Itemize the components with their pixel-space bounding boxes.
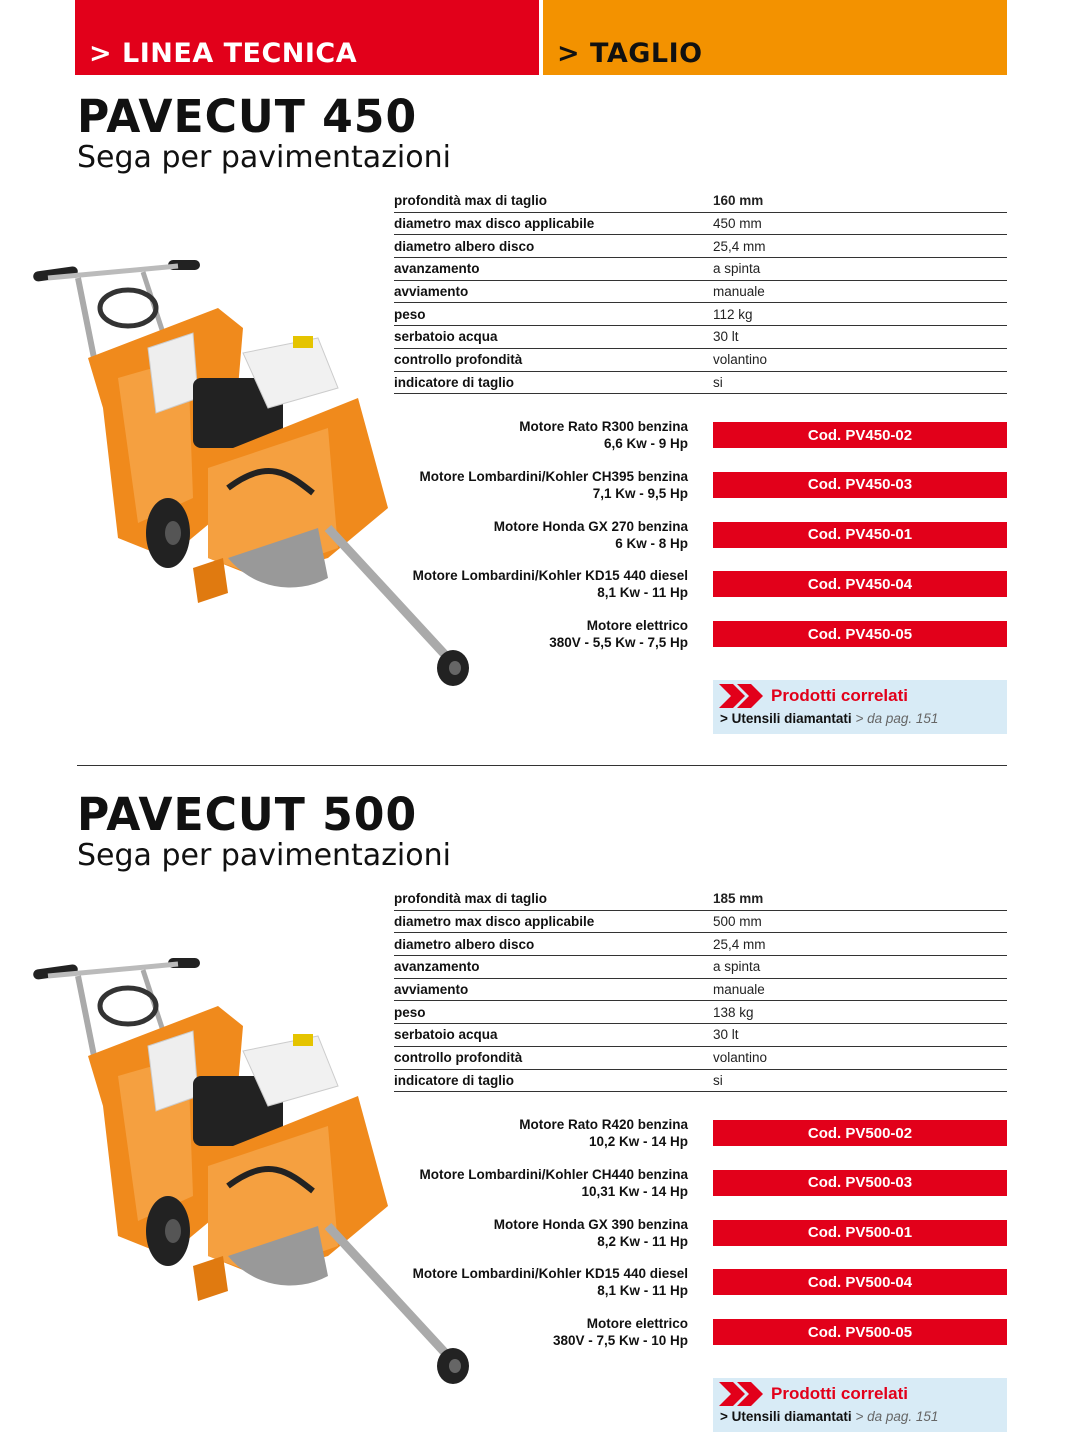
motor-option <box>394 1313 1007 1363</box>
spec-value: 185 mm <box>713 891 764 907</box>
spec-label: avviamento <box>394 982 469 998</box>
spec-label: avanzamento <box>394 261 480 277</box>
spec-row <box>394 979 1007 1002</box>
spec-row <box>394 933 1007 956</box>
motor-description: Motore Honda GX 390 benzina 8,2 Kw - 11 Hp <box>493 1216 688 1249</box>
motor-option <box>394 516 1007 566</box>
spec-value: 30 lt <box>713 329 739 345</box>
product-pavecut-500 <box>0 776 1084 1436</box>
related-products-box[interactable] <box>713 680 1007 734</box>
product-pavecut-450 <box>0 78 1084 768</box>
motor-code-badge: Cod. PV500-03 <box>713 1170 1007 1196</box>
motor-option <box>394 1263 1007 1313</box>
spec-label: peso <box>394 1004 426 1020</box>
spec-value: manuale <box>713 982 765 998</box>
spec-row <box>394 349 1007 372</box>
spec-row <box>394 1024 1007 1047</box>
motor-option <box>394 416 1007 466</box>
spec-row <box>394 281 1007 304</box>
spec-value: 25,4 mm <box>713 936 766 952</box>
motor-option <box>394 1214 1007 1264</box>
spec-label: controllo profondità <box>394 1050 523 1066</box>
motor-description: Motore elettrico 380V - 5,5 Kw - 7,5 Hp <box>549 618 688 651</box>
spec-label: diametro max disco applicabile <box>394 914 595 930</box>
motor-list <box>394 1114 1007 1363</box>
spec-label: controllo profondità <box>394 352 523 368</box>
product-title: PAVECUT 500 <box>77 788 418 841</box>
motor-description: Motore Honda GX 270 benzina 6 Kw - 8 Hp <box>493 518 688 551</box>
spec-value: 25,4 mm <box>713 238 766 254</box>
double-chevron-icon <box>717 682 767 710</box>
spec-value: volantino <box>713 1050 768 1066</box>
motor-code-badge: Cod. PV450-05 <box>713 621 1007 647</box>
motor-description: Motore elettrico 380V - 7,5 Kw - 10 Hp <box>552 1316 688 1349</box>
spec-label: diametro albero disco <box>394 936 535 952</box>
spec-value: si <box>713 1072 723 1088</box>
spec-table <box>394 888 1007 1092</box>
spec-table <box>394 190 1007 394</box>
spec-value: 160 mm <box>713 193 764 209</box>
spec-label: indicatore di taglio <box>394 1072 515 1088</box>
spec-value: a spinta <box>713 959 761 975</box>
motor-description: Motore Rato R420 benzina 10,2 Kw - 14 Hp <box>519 1117 688 1149</box>
motor-code-badge: Cod. PV450-01 <box>713 522 1007 548</box>
motor-code-badge: Cod. PV500-04 <box>713 1269 1007 1295</box>
motor-option <box>394 615 1007 665</box>
motor-option <box>394 466 1007 516</box>
header-linea-tecnica-label: > LINEA TECNICA <box>89 38 358 69</box>
motor-option <box>394 1164 1007 1214</box>
related-products-title: Prodotti correlati <box>771 686 908 705</box>
motor-description: Motore Lombardini/Kohler KD15 440 diesel 8,1 Kw - 11 Hp <box>412 1266 688 1299</box>
spec-label: indicatore di taglio <box>394 374 515 390</box>
spec-value: 450 mm <box>713 216 762 232</box>
header-linea-tecnica <box>75 0 539 75</box>
motor-code-badge: Cod. PV500-05 <box>713 1319 1007 1345</box>
motor-description: Motore Rato R300 benzina 6,6 Kw - 9 Hp <box>519 419 688 451</box>
spec-row <box>394 911 1007 934</box>
motor-description: Motore Lombardini/Kohler CH395 benzina 7,1 Kw - 9,5 Hp <box>419 468 688 501</box>
spec-label: peso <box>394 306 426 322</box>
motor-option <box>394 1114 1007 1164</box>
spec-label: serbatoio acqua <box>394 1027 498 1043</box>
motor-code-badge: Cod. PV450-02 <box>713 422 1007 448</box>
product-subtitle: Sega per pavimentazioni <box>77 838 451 873</box>
spec-label: profondità max di taglio <box>394 891 548 907</box>
spec-row <box>394 303 1007 326</box>
spec-label: serbatoio acqua <box>394 329 498 345</box>
spec-value: 112 kg <box>713 306 753 322</box>
spec-row <box>394 1047 1007 1070</box>
double-chevron-icon <box>717 1380 767 1408</box>
spec-row <box>394 1001 1007 1024</box>
spec-row <box>394 372 1007 395</box>
header-taglio-label: > TAGLIO <box>557 38 703 69</box>
spec-label: diametro albero disco <box>394 238 535 254</box>
spec-row <box>394 190 1007 213</box>
product-title: PAVECUT 450 <box>77 90 418 143</box>
spec-value: 138 kg <box>713 1004 754 1020</box>
spec-row <box>394 326 1007 349</box>
spec-label: profondità max di taglio <box>394 193 548 209</box>
motor-code-badge: Cod. PV500-02 <box>713 1120 1007 1146</box>
motor-list <box>394 416 1007 665</box>
motor-option <box>394 565 1007 615</box>
spec-label: diametro max disco applicabile <box>394 216 595 232</box>
spec-value: volantino <box>713 352 768 368</box>
related-products-box[interactable] <box>713 1378 1007 1432</box>
spec-row <box>394 213 1007 236</box>
related-products-title: Prodotti correlati <box>771 1384 908 1403</box>
header-taglio <box>543 0 1007 75</box>
motor-description: Motore Lombardini/Kohler CH440 benzina 10,31 Kw - 14 Hp <box>419 1166 688 1199</box>
spec-row <box>394 258 1007 281</box>
section-divider <box>77 765 1007 766</box>
spec-value: a spinta <box>713 261 761 277</box>
related-products-link[interactable]: > Utensili diamantati > da pag. 151 <box>720 711 939 726</box>
spec-value: 500 mm <box>713 914 762 930</box>
motor-code-badge: Cod. PV450-04 <box>713 571 1007 597</box>
product-subtitle: Sega per pavimentazioni <box>77 140 451 175</box>
spec-label: avviamento <box>394 284 469 300</box>
spec-row <box>394 235 1007 258</box>
spec-value: manuale <box>713 284 765 300</box>
related-products-link[interactable]: > Utensili diamantati > da pag. 151 <box>720 1409 939 1424</box>
spec-row <box>394 956 1007 979</box>
spec-value: 30 lt <box>713 1027 739 1043</box>
spec-row <box>394 888 1007 911</box>
motor-code-badge: Cod. PV450-03 <box>713 472 1007 498</box>
spec-row <box>394 1070 1007 1093</box>
motor-description: Motore Lombardini/Kohler KD15 440 diesel 8,1 Kw - 11 Hp <box>412 568 688 601</box>
spec-label: avanzamento <box>394 959 480 975</box>
motor-code-badge: Cod. PV500-01 <box>713 1220 1007 1246</box>
spec-value: si <box>713 374 723 390</box>
